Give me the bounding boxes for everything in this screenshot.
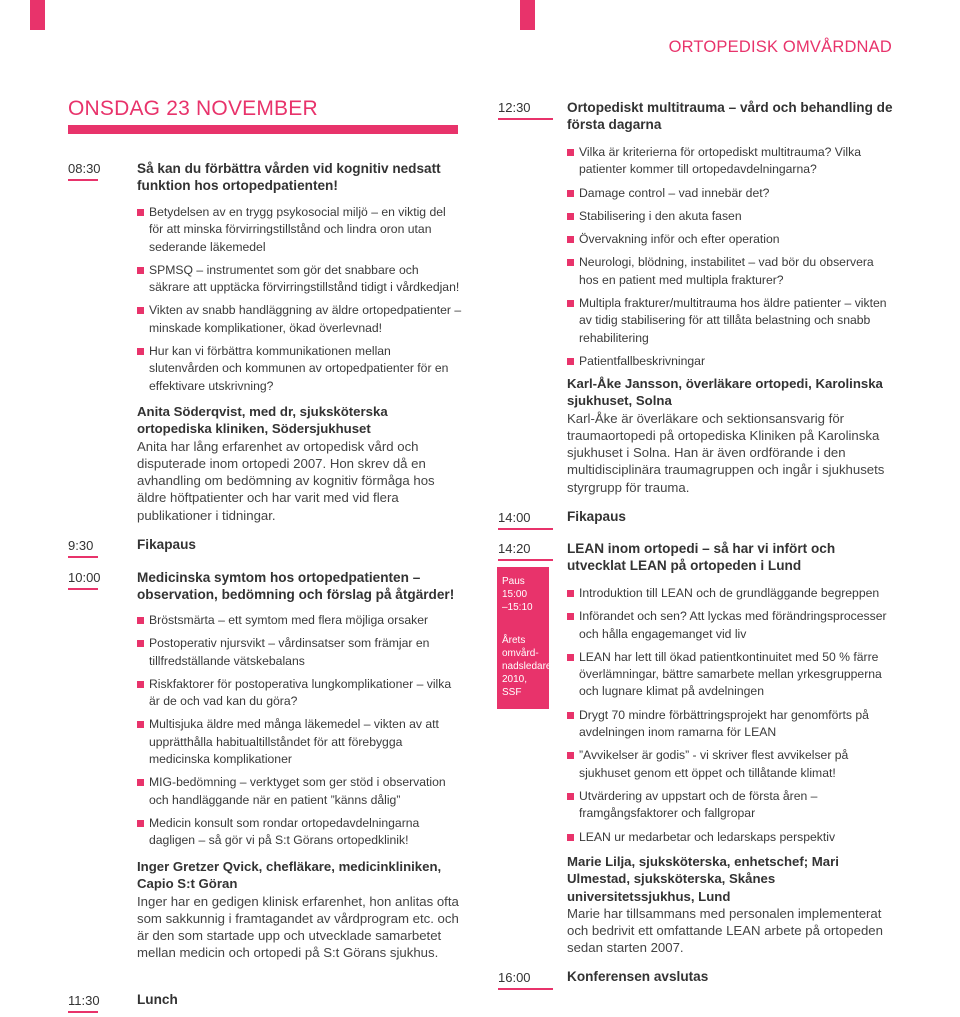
session-title-0830: Så kan du förbättra vården vid kognitiv nedsatt funktion hos ortopedpatienten!: [137, 161, 441, 193]
list-item: LEAN ur medarbetar och ledarskaps perspektiv: [567, 829, 892, 846]
list-item: Postoperativ njursvikt – vårdinsatser som främjar en tillfredställande vätskebalans: [137, 635, 462, 670]
bullet-square-icon: [567, 613, 574, 620]
list-item: Utvärdering av uppstart och de första åren – framgångsfaktorer och fallgropar: [567, 788, 892, 823]
bullet-square-icon: [567, 149, 574, 156]
time-0930: 9:30: [68, 538, 94, 553]
bullet-square-icon: [567, 834, 574, 841]
award-line-3: nadsledare: [502, 661, 552, 672]
list-item: Bröstsmärta – ett symtom med flera möjliga orsaker: [137, 612, 462, 629]
list-item: Neurologi, blödning, instabilitet – vad bör du observera hos en patient med multipla frakturer?: [567, 254, 889, 289]
time-rule-0930: [68, 556, 98, 558]
pause-label: Paus: [502, 576, 525, 587]
speaker-bio: Karl-Åke är överläkare och sektionsansvarig för traumaortopedi på ortopediska Kliniken på Karolinska sjukhuset i Solna. Han är även ordförande i den multidisciplinära traumagruppen och ingår i sjukhusets styrgrupp för trauma.: [567, 410, 885, 495]
list-item: Riskfaktorer för postoperativa lungkomplikationer – vilka är de och vad kan du göra?: [137, 676, 462, 711]
session-title-1600: Konferensen avslutas: [567, 969, 709, 984]
speaker-name: Anita Söderqvist, med dr, sjuksköterska ortopediska kliniken, Södersjukhuset: [137, 404, 388, 437]
speaker-bio: Marie har tillsammans med personalen implementerat och bedrivit ett omfattande LEAN arbete på ortopeden sedan starten 2007.: [567, 905, 883, 956]
bullet-square-icon: [567, 213, 574, 220]
list-item: Multipla frakturer/multitrauma hos äldre patienter – vikten av tidig stabilisering för att tillåta belastning och snabb rehabilitering: [567, 295, 889, 347]
session-title-1230: Ortopediskt multitrauma – vård och behandling de första dagarna: [567, 100, 893, 132]
list-item: Övervakning inför och efter operation: [567, 231, 889, 248]
list-item: Hur kan vi förbättra kommunikationen mellan slutenvården och kommunen av ortopedpatienter för en effektivare utskrivning?: [137, 343, 462, 395]
bullet-square-icon: [567, 300, 574, 307]
list-item: Medicin konsult som rondar ortopedavdelningarna dagligen – så gör vi på S:t Görans ortopedklinik!: [137, 815, 462, 850]
header-decor-block-1: [30, 0, 45, 30]
list-item: Introduktion till LEAN och de grundläggande begreppen: [567, 585, 892, 602]
bullet-square-icon: [567, 358, 574, 365]
list-item: Damage control – vad innebär det?: [567, 185, 889, 202]
award-line-4: 2010, SSF: [502, 674, 528, 698]
bullet-list-1230: [567, 144, 889, 376]
session-title-1130: Lunch: [137, 992, 178, 1007]
bullet-square-icon: [567, 712, 574, 719]
bullet-square-icon: [137, 348, 144, 355]
day-title-rule: [68, 125, 458, 134]
time-rule-0830: [68, 179, 98, 181]
award-line-2: omvård-: [502, 648, 539, 659]
time-1600: 16:00: [498, 970, 531, 985]
bullet-square-icon: [137, 307, 144, 314]
speaker-name: Karl-Åke Jansson, överläkare ortopedi, Karolinska sjukhuset, Solna: [567, 376, 883, 409]
time-rule-1000: [68, 588, 98, 590]
publication-section-title: ORTOPEDISK OMVÅRDNAD: [668, 38, 892, 56]
pause-start: 15:00: [502, 589, 528, 600]
bullet-square-icon: [567, 752, 574, 759]
list-item: Stabilisering i den akuta fasen: [567, 208, 889, 225]
bullet-list-1420: [567, 585, 892, 852]
speaker-block-1420: [567, 853, 887, 957]
session-title-1400: Fikapaus: [567, 509, 626, 524]
bullet-square-icon: [137, 779, 144, 786]
speaker-block-1230: [567, 375, 892, 496]
bullet-square-icon: [137, 640, 144, 647]
list-item: Patientfallbeskrivningar: [567, 353, 889, 370]
session-title-1420: LEAN inom ortopedi – så har vi infört och utvecklat LEAN på ortopeden i Lund: [567, 541, 836, 573]
bullet-square-icon: [137, 721, 144, 728]
award-line-1: Årets: [502, 635, 526, 646]
list-item: ”Avvikelser är godis” - vi skriver flest avvikelser på sjukhuset genom ett öppet och tillåtande klimat!: [567, 747, 892, 782]
time-rule-1230: [498, 118, 553, 120]
list-item: MIG-bedömning – verktyget som ger stöd i observation och handläggande när en patient ”känns dålig”: [137, 774, 462, 809]
list-item: Införandet och sen? Att lyckas med förändringsprocesser och hålla engagemanget vid liv: [567, 608, 892, 643]
speaker-block-0830: [137, 403, 457, 524]
bullet-square-icon: [567, 259, 574, 266]
pause-info-box: [497, 567, 552, 709]
list-item: Drygt 70 mindre förbättringsprojekt har genomförts på avdelningen inom ramarna för LEAN: [567, 707, 892, 742]
time-rule-1130: [68, 1011, 98, 1013]
list-item: Multisjuka äldre med många läkemedel – vikten av att upprätthålla habitualtillståndet för att förebygga medicinska komplikationer: [137, 716, 462, 768]
bullet-square-icon: [567, 190, 574, 197]
time-rule-1600: [498, 988, 553, 990]
speaker-bio: Inger har en gedigen klinisk erfarenhet, hon anlitas ofta som sakkunnig i framtagandet av vårdprogram etc. och är den som startade upp och utvecklade samarbetet mellan medicin och ortopedi på S:t Görans sjukhus.: [137, 893, 459, 961]
bullet-square-icon: [137, 681, 144, 688]
list-item: LEAN har lett till ökad patientkontinuitet med 50 % färre överlämningar, bättre samarbete mellan yrkesgrupperna och lugnare klimat på avdelningen: [567, 649, 892, 701]
time-1000: 10:00: [68, 570, 101, 585]
time-rule-1420: [498, 559, 553, 561]
time-1420: 14:20: [498, 541, 531, 556]
session-title-1000: Medicinska symtom hos ortopedpatienten – observation, bedömning och förslag på åtgärder!: [137, 570, 455, 602]
list-item: Betydelsen av en trygg psykosocial miljö – en viktig del för att minska förvirringstillstånd och lindra oron utan sederande läkemedel: [137, 204, 462, 256]
day-title: ONSDAG 23 NOVEMBER: [68, 97, 318, 120]
time-1230: 12:30: [498, 100, 531, 115]
bullet-square-icon: [137, 209, 144, 216]
time-rule-1400: [498, 528, 553, 530]
speaker-name: Marie Lilja, sjuksköterska, enhetschef; Mari Ulmestad, sjuksköterska, Skånes universitetssjukhus, Lund: [567, 854, 839, 904]
bullet-square-icon: [567, 793, 574, 800]
speaker-bio: Anita har lång erfarenhet av ortopedisk vård och disputerade inom ortopedi 2007. Hon skrev då en avhandling om bedömning av kognitiv förmåga hos äldre höftpatienter och har varit med vid flera publikationer i tidningar.: [137, 438, 435, 523]
bullet-list-0830: [137, 204, 462, 401]
time-1130: 11:30: [68, 993, 100, 1008]
speaker-block-1000: [137, 858, 462, 962]
pause-end: –15:10: [502, 602, 533, 613]
bullet-square-icon: [567, 654, 574, 661]
bullet-square-icon: [567, 590, 574, 597]
time-0830: 08:30: [68, 161, 101, 176]
speaker-name: Inger Gretzer Qvick, chefläkare, medicinkliniken, Capio S:t Göran: [137, 859, 442, 892]
header-decor-block-2: [520, 0, 535, 30]
bullet-square-icon: [567, 236, 574, 243]
bullet-list-1000: [137, 612, 462, 856]
list-item: Vikten av snabb handläggning av äldre ortopedpatienter – minskade komplikationer, ökad överlevnad!: [137, 302, 462, 337]
list-item: SPMSQ – instrumentet som gör det snabbare och säkrare att upptäcka förvirringstillstånd tidigt i vårdkedjan!: [137, 262, 462, 297]
list-item: Vilka är kriterierna för ortopediskt multitrauma? Vilka patienter kommer till ortopedavdelningarna?: [567, 144, 889, 179]
bullet-square-icon: [137, 267, 144, 274]
session-title-0930: Fikapaus: [137, 537, 196, 552]
bullet-square-icon: [137, 617, 144, 624]
time-1400: 14:00: [498, 510, 531, 525]
bullet-square-icon: [137, 820, 144, 827]
